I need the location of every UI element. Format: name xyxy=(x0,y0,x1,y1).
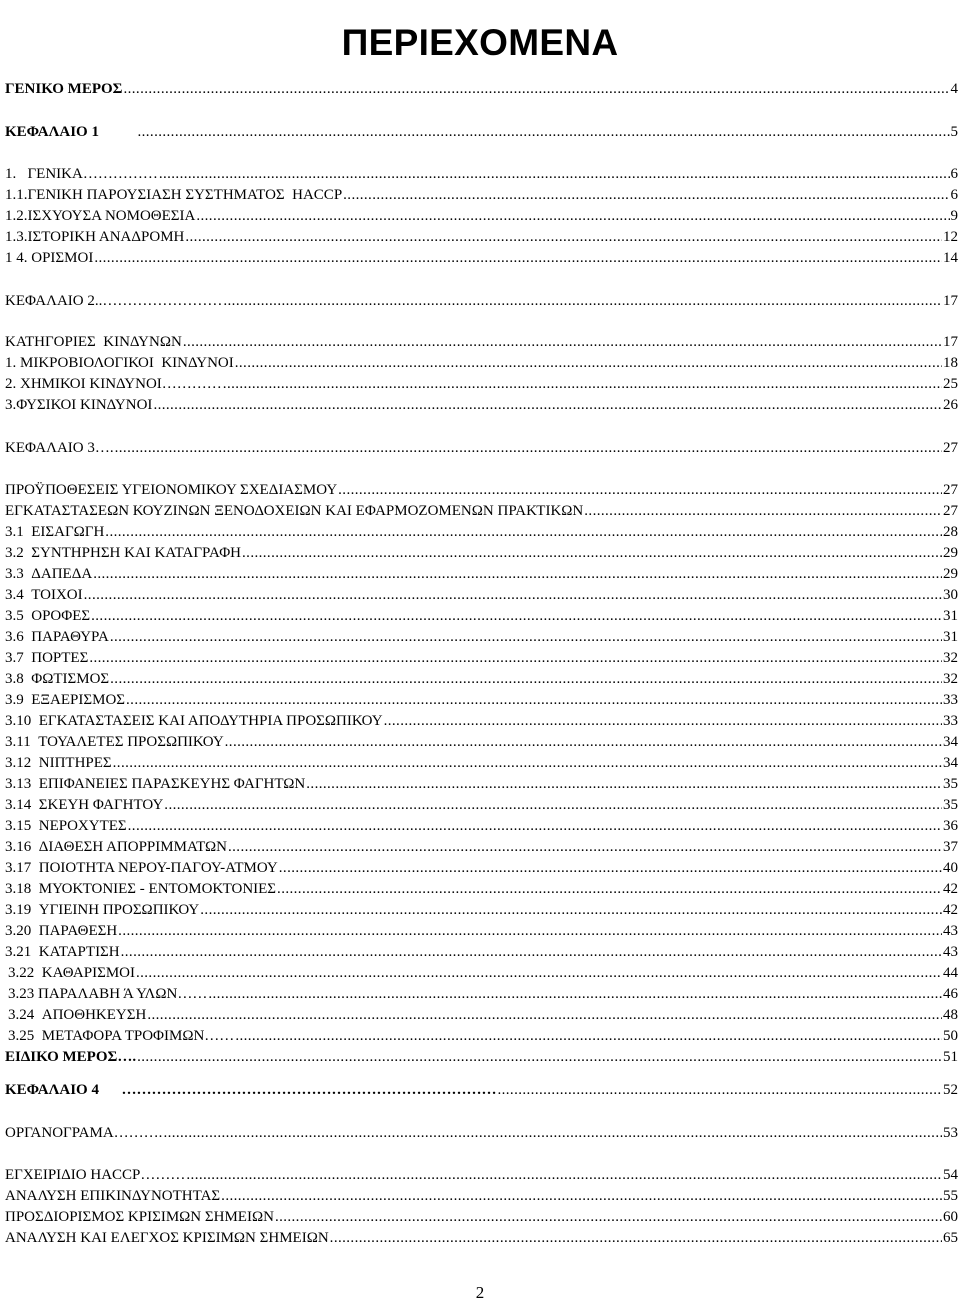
toc-entry-title: 3.7 ΠΟΡΤΕΣ xyxy=(5,650,89,666)
toc-entry-title: ΚΕΦΑΛΑΙΟ 4 ………………………………………………………………… xyxy=(5,1082,497,1098)
toc-entry-page: 28 xyxy=(943,524,958,540)
toc-entry xyxy=(5,374,958,394)
toc-entry xyxy=(5,669,958,689)
toc-dot-leader xyxy=(110,669,942,689)
toc-dot-leader xyxy=(137,122,949,142)
toc-entry-page: 27 xyxy=(943,503,958,519)
toc-entry-page: 26 xyxy=(943,397,958,413)
toc-entry-title: ΠΡΟΣΔΙΟΡΙΣΜΟΣ ΚΡΙΣΙΜΩΝ ΣΗΜΕΙΩΝ xyxy=(5,1209,274,1225)
toc-entry-title: 1 4. ΟΡΙΣΜΟΙ xyxy=(5,250,94,266)
toc-entry xyxy=(5,585,958,605)
toc-entry-page: 18 xyxy=(943,355,958,371)
toc-entry-title: 3.12 ΝΙΠΤΗΡΕΣ xyxy=(5,755,112,771)
toc-entry xyxy=(5,921,958,941)
toc-entry-title: 3.18 ΜΥΟΚΤΟΝΙΕΣ - ΕΝΤΟΜΟΚΤΟΝΙΕΣ xyxy=(5,881,277,897)
toc-entry xyxy=(5,480,958,500)
toc-dot-leader xyxy=(306,774,942,794)
toc-entry-page: 35 xyxy=(943,776,958,792)
toc-entry-page: 32 xyxy=(943,671,958,687)
toc-entry-title: ΑΝΑΛΥΣΗ ΚΑΙ ΕΛΕΓΧΟΣ ΚΡΙΣΙΜΩΝ ΣΗΜΕΙΩΝ xyxy=(5,1230,329,1246)
toc-entry-title: ΕΓΚΑΤΑΣΤΑΣΕΩΝ ΚΟΥΖΙΝΩΝ ΞΕΝΟΔΟΧΕΙΩΝ ΚΑΙ ΕΦΑΡΜΟΖΟΜΕΝΩΝ ΠΡΑΚΤΙΚΩΝ xyxy=(5,503,584,519)
toc-entry xyxy=(5,816,958,836)
toc-entry xyxy=(5,1047,958,1067)
toc-entry-title: 3.1 ΕΙΣΑΓΩΓΗ xyxy=(5,524,105,540)
toc-entry-title: 1. ΓΕΝΙΚΑ…………… xyxy=(5,166,158,182)
toc-entry xyxy=(5,227,958,247)
toc-dot-leader xyxy=(153,395,942,415)
toc-dot-leader xyxy=(200,900,942,920)
toc-entry xyxy=(5,690,958,710)
toc-entry-title: ΚΕΦΑΛΑΙΟ 3…. xyxy=(5,440,114,456)
toc-entry xyxy=(5,1186,958,1206)
toc-entry-title: 3.8 ΦΩΤΙΣΜΟΣ xyxy=(5,671,110,687)
toc-entry-title: 3.23 ΠΑΡΑΛΑΒΗ Ά ΥΛΩΝ…… xyxy=(8,986,208,1002)
toc-entry xyxy=(5,648,958,668)
toc-entry xyxy=(5,522,958,542)
toc-entry-page: 12 xyxy=(943,229,958,245)
toc-entry-page: 17 xyxy=(943,293,958,309)
toc-entry-title: 3.6 ΠΑΡΑΘΥΡΑ xyxy=(5,629,109,645)
toc-entry xyxy=(5,627,958,647)
toc-entry-title: ΕΓΧΕΙΡΙΔΙΟ HACCP……… xyxy=(5,1167,186,1183)
toc-dot-leader xyxy=(118,921,942,941)
toc-dot-leader xyxy=(105,522,942,542)
toc-entry-title: 3.14 ΣΚΕΥΗ ΦΑΓΗΤΟΥ xyxy=(5,797,164,813)
toc-dot-leader xyxy=(279,858,942,878)
toc-dot-leader xyxy=(110,627,942,647)
toc-entry-page: 42 xyxy=(943,902,958,918)
toc-entry-page: 44 xyxy=(943,965,958,981)
toc-entry-title: 3.16 ΔΙΑΘΕΣΗ ΑΠΟΡΡΙΜΜΑΤΩΝ xyxy=(5,839,227,855)
toc-entry xyxy=(5,438,958,458)
toc-dot-leader xyxy=(196,206,949,226)
toc-entry xyxy=(8,963,958,983)
toc-dot-leader xyxy=(343,185,949,205)
toc-dot-leader xyxy=(330,1228,942,1248)
toc-entry xyxy=(5,1228,958,1248)
toc-dot-leader xyxy=(91,606,942,626)
toc-entry-title: 3.21 ΚΑΤΑΡΤΙΣΗ xyxy=(5,944,120,960)
toc-entry xyxy=(5,185,958,205)
page-number: 2 xyxy=(475,1283,485,1302)
toc-entry xyxy=(5,900,958,920)
toc-dot-leader xyxy=(584,501,942,521)
toc-entry-title: 3.25 ΜΕΤΑΦΟΡΑ ΤΡΟΦΙΜΩΝ…… xyxy=(8,1028,235,1044)
toc-dot-leader xyxy=(164,795,942,815)
toc-dot-leader xyxy=(235,1026,942,1046)
toc-dot-leader xyxy=(275,1207,942,1227)
toc-entry-title: 1.2.ΙΣΧΥΟΥΣΑ ΝΟΜΟΘΕΣΙΑ xyxy=(5,208,196,224)
toc-entry-page: 6 xyxy=(950,187,958,203)
toc-dot-leader xyxy=(384,711,942,731)
toc-entry xyxy=(5,942,958,962)
toc-entry-page: 9 xyxy=(950,208,958,224)
toc-entry xyxy=(5,79,958,99)
toc-entry-title: ΟΡΓΑΝΟΓΡΑΜΑ………. xyxy=(5,1125,163,1141)
toc-entry-title: 3.13 ΕΠΙΦΑΝΕΙΕΣ ΠΑΡΑΣΚΕΥΗΣ ΦΑΓΗΤΩΝ xyxy=(5,776,306,792)
toc-dot-leader xyxy=(126,690,942,710)
toc-entry xyxy=(5,774,958,794)
toc-entry-page: 17 xyxy=(943,334,958,350)
toc-entry-page: 60 xyxy=(943,1209,958,1225)
toc-entry-page: 6 xyxy=(950,166,958,182)
toc-entry-title: 3.4 ΤΟΙΧΟΙ xyxy=(5,587,83,603)
toc-dot-leader xyxy=(235,353,942,373)
toc-dot-leader xyxy=(277,879,942,899)
toc-entry-title: 3.15 ΝΕΡΟΧΥΤΕΣ xyxy=(5,818,127,834)
toc-entry xyxy=(5,332,958,352)
toc-entry-page: 30 xyxy=(943,587,958,603)
toc-dot-leader xyxy=(338,480,942,500)
toc-dot-leader xyxy=(186,1165,942,1185)
toc-entry-page: 36 xyxy=(943,818,958,834)
toc-entry-page: 29 xyxy=(943,566,958,582)
toc-entry-page: 25 xyxy=(943,376,958,392)
toc-entry xyxy=(8,1026,958,1046)
toc-entry-page: 43 xyxy=(943,944,958,960)
toc-entry-page: 4 xyxy=(950,81,958,97)
toc-entry xyxy=(5,732,958,752)
toc-entry-page: 33 xyxy=(943,692,958,708)
toc-entry xyxy=(5,206,958,226)
toc-entry xyxy=(5,164,958,184)
toc-entry xyxy=(5,1123,958,1143)
toc-entry-page: 54 xyxy=(943,1167,958,1183)
toc-dot-leader xyxy=(115,438,942,458)
toc-dot-leader xyxy=(94,248,942,268)
toc-dot-leader xyxy=(223,291,942,311)
toc-entry-page: 35 xyxy=(943,797,958,813)
toc-dot-leader xyxy=(121,942,942,962)
toc-dot-leader xyxy=(208,984,942,1004)
toc-entry xyxy=(5,543,958,563)
toc-entry-page: 31 xyxy=(943,608,958,624)
toc-entry-page: 53 xyxy=(943,1125,958,1141)
toc-entry xyxy=(5,395,958,415)
toc-entry xyxy=(5,711,958,731)
toc-entry xyxy=(5,353,958,373)
toc-entry xyxy=(5,1165,958,1185)
toc-dot-leader xyxy=(137,1047,942,1067)
toc-entry-title: 3.3 ΔΑΠΕΔΑ xyxy=(5,566,93,582)
toc-entry xyxy=(5,291,958,311)
toc-entry xyxy=(5,248,958,268)
toc-dot-leader xyxy=(497,1080,942,1100)
toc-entry-title: ΠΡΟΫΠΟΘΕΣΕΙΣ ΥΓΕΙΟΝΟΜΙΚΟΥ ΣΧΕΔΙΑΣΜΟΥ xyxy=(5,482,338,498)
toc-entry xyxy=(5,501,958,521)
toc-entry-page: 50 xyxy=(943,1028,958,1044)
toc-entry-page: 52 xyxy=(943,1082,958,1098)
toc-dot-leader xyxy=(123,79,949,99)
toc-entry-title: ΚΕΦΑΛΑΙΟ 2..…………………… xyxy=(5,293,223,309)
toc-entry-page: 46 xyxy=(943,986,958,1002)
toc-entry-title: ΕΙΔΙΚΟ ΜΕΡΟΣ…. xyxy=(5,1049,137,1065)
toc-entry-title: 3.9 ΕΞΑΕΡΙΣΜΟΣ xyxy=(5,692,126,708)
toc-entry-title: 3.5 ΟΡΟΦΕΣ xyxy=(5,608,91,624)
toc-entry-page: 14 xyxy=(943,250,958,266)
toc-dot-leader xyxy=(113,753,942,773)
toc-dot-leader xyxy=(221,1186,942,1206)
toc-entry-page: 31 xyxy=(943,629,958,645)
toc-entry-title: ΚΑΤΗΓΟΡΙΕΣ ΚΙΝΔΥΝΩΝ xyxy=(5,334,182,350)
toc-entry-title: ΚΕΦΑΛΑΙΟ 1 xyxy=(5,124,137,140)
toc-dot-leader xyxy=(223,374,942,394)
toc-entry-title: ΓΕΝΙΚΟ ΜΕΡΟΣ xyxy=(5,81,123,97)
toc-entry-title: 1. ΜΙΚΡΟΒΙΟΛΟΓΙΚΟΙ ΚΙΝΔΥΝΟΙ xyxy=(5,355,234,371)
toc-entry-page: 33 xyxy=(943,713,958,729)
toc-dot-leader xyxy=(225,732,942,752)
toc-entry-page: 29 xyxy=(943,545,958,561)
toc-entry-page: 42 xyxy=(943,881,958,897)
toc-entry-page: 37 xyxy=(943,839,958,855)
toc-entry-title: ΑΝΑΛΥΣΗ ΕΠΙΚΙΝΔΥΝΟΤΗΤΑΣ xyxy=(5,1188,221,1204)
toc-entry-title: 3.20 ΠΑΡΑΘΕΣΗ xyxy=(5,923,118,939)
toc-entry xyxy=(5,564,958,584)
toc-dot-leader xyxy=(147,1005,942,1025)
toc-dot-leader xyxy=(128,816,942,836)
toc-dot-leader xyxy=(242,543,942,563)
toc-entry xyxy=(5,753,958,773)
toc-entry xyxy=(5,837,958,857)
toc-entry xyxy=(5,122,958,142)
toc-entry xyxy=(8,1005,958,1025)
toc-entry xyxy=(5,795,958,815)
toc-entry-title: 3.22 ΚΑΘΑΡΙΣΜΟΙ xyxy=(8,965,135,981)
toc-entry xyxy=(5,606,958,626)
toc-entry-title: 2. ΧΗΜΙΚΟΙ ΚΙΝΔΥΝΟΙ………… xyxy=(5,376,222,392)
toc-entry-title: 3.10 ΕΓΚΑΤΑΣΤΑΣΕΙΣ ΚΑΙ ΑΠΟΔΥΤΗΡΙΑ ΠΡΟΣΩΠΙΚΟΥ xyxy=(5,713,383,729)
toc-entry-page: 43 xyxy=(943,923,958,939)
toc-entry-page: 5 xyxy=(950,124,958,140)
page-title: ΠΕΡΙΕΧΟΜΕΝΑ xyxy=(341,21,619,63)
toc-entry-page: 51 xyxy=(943,1049,958,1065)
toc-entry-page: 27 xyxy=(943,440,958,456)
toc-entry xyxy=(5,1207,958,1227)
toc-entry-page: 55 xyxy=(943,1188,958,1204)
toc-dot-leader xyxy=(163,1123,942,1143)
toc-dot-leader xyxy=(93,564,942,584)
toc-dot-leader xyxy=(136,963,942,983)
toc-dot-leader xyxy=(183,332,942,352)
toc-entry-page: 65 xyxy=(943,1230,958,1246)
toc-entry xyxy=(5,858,958,878)
toc-entry-page: 34 xyxy=(943,734,958,750)
toc-dot-leader xyxy=(185,227,942,247)
toc-dot-leader xyxy=(89,648,942,668)
toc-dot-leader xyxy=(84,585,942,605)
toc-dot-leader xyxy=(159,164,950,184)
toc-entry-title: 3.24 ΑΠΟΘΗΚΕΥΣΗ xyxy=(8,1007,147,1023)
toc-entry-title: 3.2 ΣΥΝΤΗΡΗΣΗ ΚΑΙ ΚΑΤΑΓΡΑΦΗ xyxy=(5,545,242,561)
toc-entry-page: 27 xyxy=(943,482,958,498)
toc-entry-title: 3.19 ΥΓΙΕΙΝΗ ΠΡΟΣΩΠΙΚΟΥ xyxy=(5,902,200,918)
toc-entry-page: 48 xyxy=(943,1007,958,1023)
toc-entry-page: 32 xyxy=(943,650,958,666)
toc-entry-page: 34 xyxy=(943,755,958,771)
toc-dot-leader xyxy=(228,837,942,857)
toc-entry-title: 3.ΦΥΣΙΚΟΙ ΚΙΝΔΥΝΟΙ xyxy=(5,397,153,413)
toc-entry-title: 3.17 ΠΟΙΟΤΗΤΑ ΝΕΡΟΥ-ΠΑΓΟΥ-ΑΤΜΟΥ xyxy=(5,860,278,876)
toc-entry-title: 1.3.ΙΣΤΟΡΙΚΗ ΑΝΑΔΡΟΜΗ xyxy=(5,229,185,245)
toc-entry-page: 40 xyxy=(943,860,958,876)
toc-entry-title: 1.1.ΓΕΝΙΚΗ ΠΑΡΟΥΣΙΑΣΗ ΣΥΣΤΗΜΑΤΟΣ HACCP xyxy=(5,187,343,203)
toc-entry xyxy=(5,879,958,899)
toc-entry-title: 3.11 ΤΟΥΑΛΕΤΕΣ ΠΡΟΣΩΠΙΚΟΥ xyxy=(5,734,224,750)
toc-entry xyxy=(8,984,958,1004)
toc-entry xyxy=(5,1080,958,1100)
